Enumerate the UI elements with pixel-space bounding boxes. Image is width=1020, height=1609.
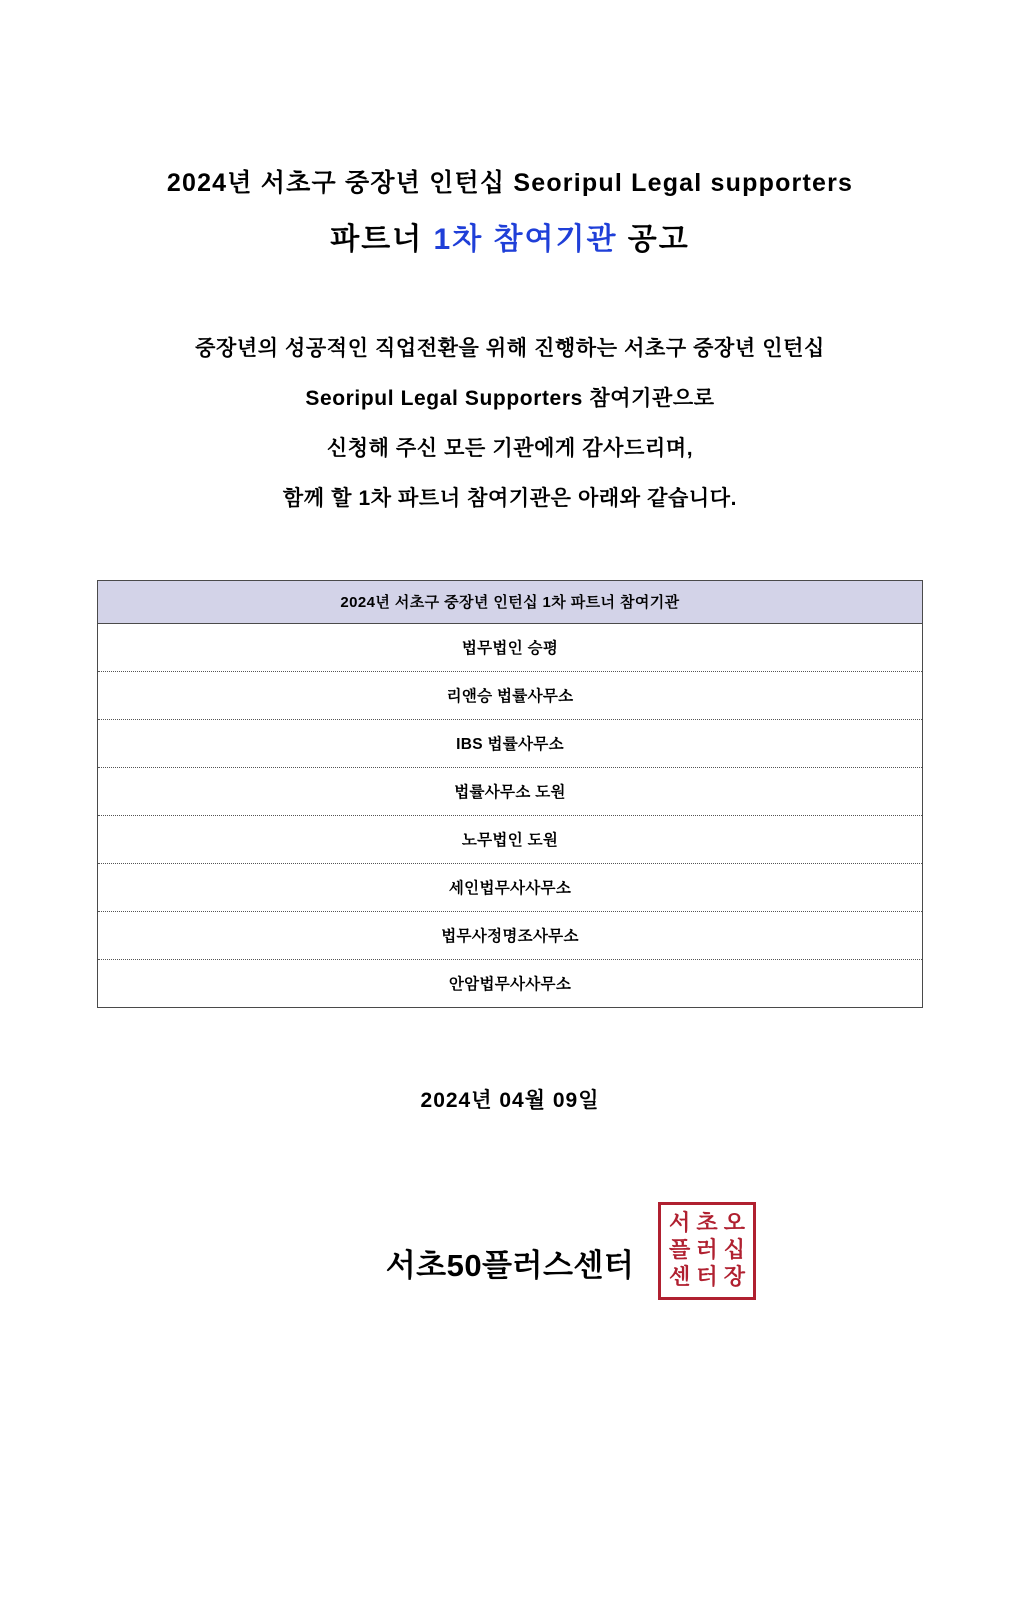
intro-paragraph — [0, 338, 1020, 509]
table-cell-organization: 법률사무소 도원 — [98, 768, 923, 816]
table-row — [98, 816, 923, 864]
intro-line-3: 신청해 주신 모든 기관에게 감사드리며, — [326, 437, 694, 460]
intro-line-1: 중장년의 성공적인 직업전환을 위해 진행하는 서초구 중장년 인턴십 — [195, 337, 825, 360]
seal-character: 센 — [669, 1265, 691, 1291]
table-row — [98, 624, 923, 672]
intro-line-4: 함께 할 1차 파트너 참여기관은 아래와 같습니다. — [282, 487, 738, 510]
seal-character: 오 — [723, 1210, 745, 1236]
document-page — [0, 168, 1020, 1609]
page-title-line-2 — [0, 222, 1020, 258]
table-header-cell: 2024년 서초구 중장년 인턴십 1차 파트너 참여기관 — [98, 581, 923, 624]
participating-organizations-table-wrapper — [97, 580, 923, 1008]
seal-character: 플 — [669, 1237, 691, 1263]
official-seal-stamp — [658, 1202, 756, 1300]
seal-character: 러 — [696, 1237, 718, 1263]
page-title-suffix: 공고 — [617, 223, 690, 256]
seal-character: 터 — [696, 1265, 718, 1291]
seal-character: 서 — [669, 1210, 691, 1236]
participating-organizations-table — [97, 580, 923, 1008]
table-cell-organization: 세인법무사사무소 — [98, 864, 923, 912]
table-row — [98, 912, 923, 960]
table-cell-organization: 법무사정명조사무소 — [98, 912, 923, 960]
table-row — [98, 768, 923, 816]
table-cell-organization: 리앤승 법률사무소 — [98, 672, 923, 720]
signature-organization-name: 서초50플러스센터 — [385, 1248, 635, 1283]
intro-line-2: Seoripul Legal Supporters 참여기관으로 — [305, 387, 715, 410]
table-row — [98, 672, 923, 720]
table-row — [98, 720, 923, 768]
title-block — [0, 168, 1020, 258]
seal-character: 장 — [723, 1265, 745, 1291]
page-title-prefix: 파트너 — [330, 223, 434, 256]
table-header-row — [98, 581, 923, 624]
page-title-line-1: 2024년 서초구 중장년 인턴십 Seoripul Legal supporters — [166, 169, 854, 197]
table-row — [98, 960, 923, 1008]
table-cell-organization: IBS 법률사무소 — [98, 720, 923, 768]
table-row — [98, 864, 923, 912]
table-cell-organization: 노무법인 도원 — [98, 816, 923, 864]
document-date: 2024년 04월 09일 — [420, 1089, 600, 1112]
seal-character: 초 — [696, 1210, 718, 1236]
seal-character: 십 — [723, 1237, 745, 1263]
table-cell-organization: 법무법인 승평 — [98, 624, 923, 672]
table-cell-organization: 안암법무사사무소 — [448, 976, 572, 993]
page-title-highlight: 1차 참여기관 — [433, 223, 618, 256]
seal-character-grid — [666, 1210, 748, 1292]
signature-block — [0, 1202, 1020, 1322]
